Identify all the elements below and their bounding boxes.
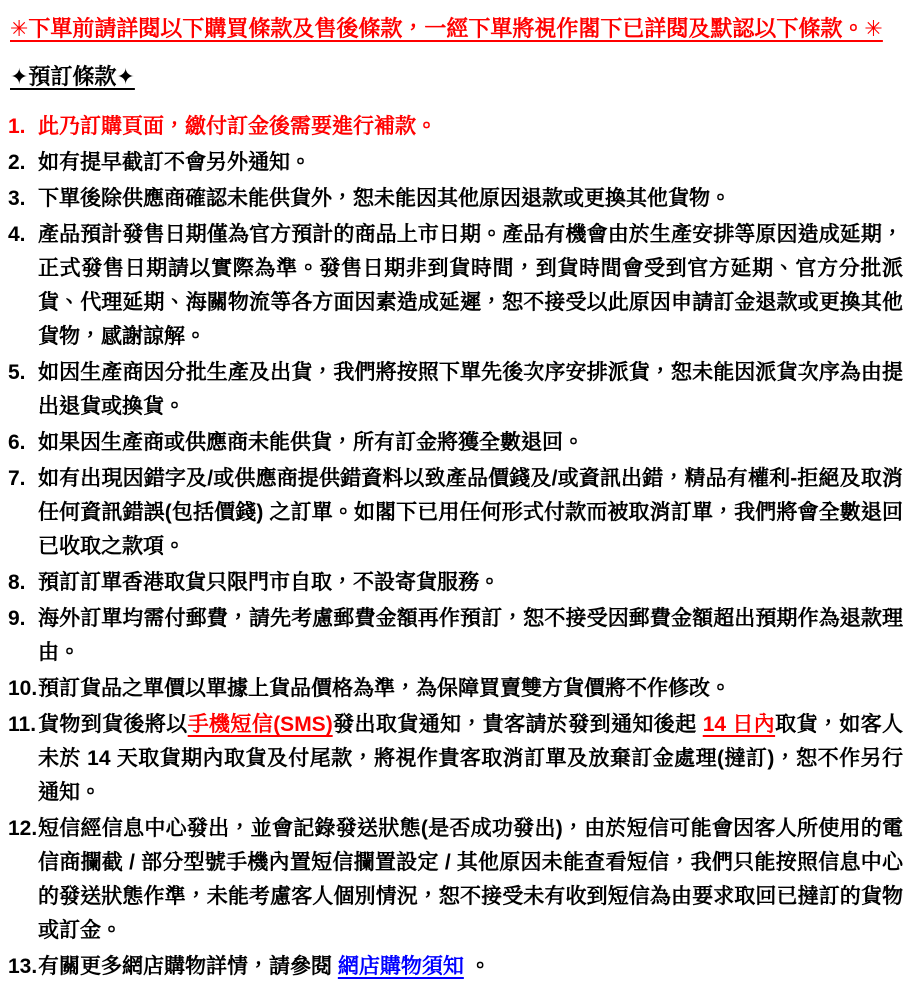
term-number: 3. — [8, 187, 26, 210]
term-item-5 — [8, 356, 903, 424]
term-text-segment: 有關更多網店購物詳情，請參閱 — [38, 955, 338, 978]
term-text-segment: 如有提早截訂不會另外通知。 — [38, 151, 311, 174]
term-number: 1. — [8, 115, 26, 138]
term-text — [38, 356, 903, 424]
term-text — [38, 950, 903, 984]
term-text-segment: 。 — [463, 955, 491, 978]
term-number: 13. — [8, 955, 38, 978]
term-text-segment: 此乃訂購頁面，繳付訂金後需要進行補款。 — [38, 115, 437, 138]
term-text-segment: 短信經信息中心發出，並會記錄發送狀態(是否成功發出)，由於短信可能會因客人所使用的電信商攔截 / 部分型號手機內置短信攔置設定 / 其他原因未能查看短信，我們只能按照信息中心的發送狀態作準，未能考慮客人個別情況，恕不接受未有收到短信為由要求取回已撻訂的貨物或訂金。 — [38, 817, 903, 942]
term-number: 9. — [8, 607, 26, 630]
term-item-8 — [8, 566, 903, 600]
term-text-segment: 產品預計發售日期僅為官方預計的商品上市日期。產品有機會由於生產安排等原因造成延期，正式發售日期請以實際為準。發售日期非到貨時間，到貨時間會受到官方延期、官方分批派貨、代理延期、海關物流等各方面因素造成延遲，恕不接受以此原因申請訂金退款或更換其他貨物，感謝諒解。 — [38, 223, 903, 348]
term-number: 7. — [8, 467, 26, 490]
term-item-10 — [8, 672, 903, 706]
section-title: ✦預訂條款✦ — [10, 64, 135, 89]
highlighted-red-text: 手機短信(SMS) — [187, 713, 333, 736]
term-item-7 — [8, 462, 903, 564]
term-number: 12. — [8, 817, 38, 840]
term-text-segment: 海外訂單均需付郵費，請先考慮郵費金額再作預訂，恕不接受因郵費金額超出預期作為退款理由。 — [38, 607, 903, 664]
term-item-13 — [8, 950, 903, 984]
term-text — [38, 218, 903, 354]
term-text — [38, 182, 903, 216]
term-text — [38, 566, 903, 600]
term-text — [38, 672, 903, 706]
term-number: 8. — [8, 571, 26, 594]
term-number: 5. — [8, 361, 26, 384]
term-text-segment: 發出取貨通知，貴客請於發到通知後起 — [332, 713, 703, 736]
page-warning-header: ✳下單前請詳閱以下購買條款及售後條款，一經下單將視作閣下已詳閱及默認以下條款。✳ — [10, 16, 883, 41]
term-text-segment: 如因生產商因分批生產及出貨，我們將按照下單先後次序安排派貨，恕未能因派貨次序為由提出退貨或換貨。 — [38, 361, 903, 418]
term-item-9 — [8, 602, 903, 670]
term-text-segment: 取貨，如客人未於 14 天取貨期內取貨及付尾款，將視作貴客取消訂單及放棄訂金處理(撻訂)，恕不作另行通知。 — [38, 713, 903, 804]
term-text-segment: 預訂訂單香港取貨只限門市自取，不設寄貨服務。 — [38, 571, 500, 594]
term-item-3 — [8, 182, 903, 216]
term-number: 6. — [8, 431, 26, 454]
term-number: 11. — [8, 713, 37, 736]
preorder-terms-page — [8, 12, 903, 984]
highlighted-red-text: 14 日內 — [702, 713, 776, 736]
term-text — [38, 426, 903, 460]
terms-list — [8, 110, 903, 984]
term-text-segment: 貨物到貨後將以 — [38, 713, 188, 736]
term-item-2 — [8, 146, 903, 180]
shop-guide-link[interactable]: 網店購物須知 — [337, 955, 464, 978]
term-text-segment: 如有出現因錯字及/或供應商提供錯資料以致產品價錢及/或資訊出錯，精品有權利-拒絕及取消任何資訊錯誤(包括價錢) 之訂單。如閣下已用任何形式付款而被取消訂單，我們將會全數退回已收取之款項。 — [38, 467, 903, 558]
term-number: 10. — [8, 677, 38, 700]
term-text — [38, 602, 903, 670]
term-item-4 — [8, 218, 903, 354]
term-item-11 — [8, 708, 903, 810]
term-text-segment: 如果因生產商或供應商未能供貨，所有訂金將獲全數退回。 — [38, 431, 584, 454]
term-text — [38, 708, 903, 810]
term-text — [38, 146, 903, 180]
term-item-1 — [8, 110, 903, 144]
term-text — [38, 812, 903, 948]
term-text-segment: 下單後除供應商確認未能供貨外，恕未能因其他原因退款或更換其他貨物。 — [38, 187, 731, 210]
term-number: 2. — [8, 151, 26, 174]
term-text — [38, 462, 903, 564]
term-item-12 — [8, 812, 903, 948]
term-number: 4. — [8, 223, 26, 246]
term-text — [38, 110, 903, 144]
term-item-6 — [8, 426, 903, 460]
term-text-segment: 預訂貨品之單價以單據上貨品價格為準，為保障買賣雙方貨價將不作修改。 — [38, 677, 731, 700]
